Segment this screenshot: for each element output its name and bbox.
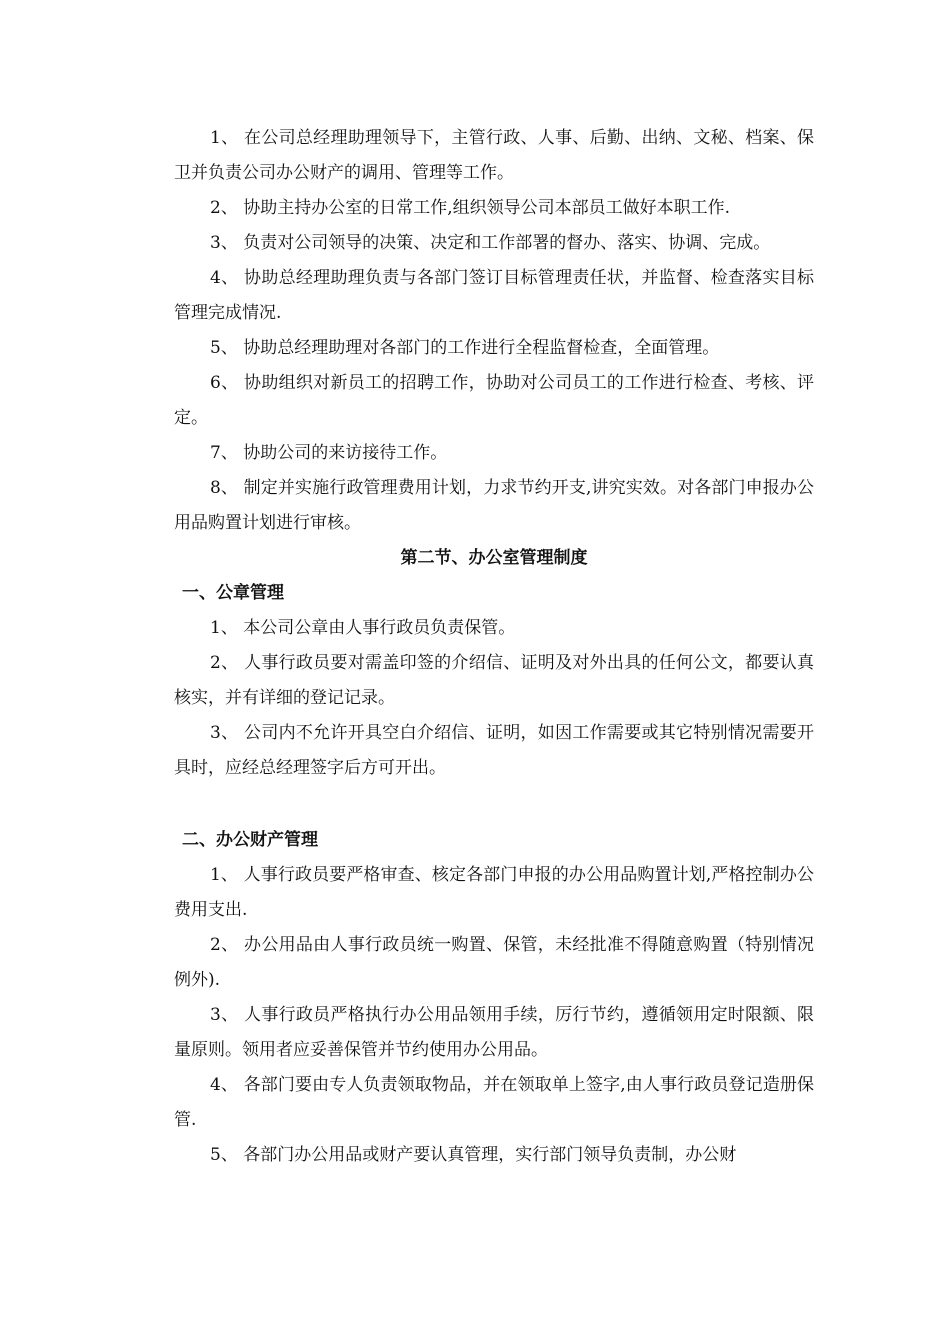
seal-item: 3、 公司内不允许开具空白介绍信、证明，如因工作需要或其它特别情况需要开具时，应经总经理签字后方可开出。 (174, 723, 814, 778)
property-item: 4、 各部门要由专人负责领取物品，并在领取单上签字,由人事行政员登记造册保管. (174, 1075, 814, 1130)
duty-item: 8、 制定并实施行政管理费用计划，力求节约开支,讲究实效。对各部门申报办公用品购置计划进行审核。 (174, 478, 814, 533)
property-item: 5、 各部门办公用品或财产要认真管理，实行部门领导负责制，办公财 (210, 1145, 737, 1165)
seal-item: 2、 人事行政员要对需盖印签的介绍信、证明及对外出具的任何公文，都要认真核实，并有详细的登记记录。 (174, 653, 814, 708)
seal-management-heading: 一、公章管理 (182, 583, 284, 603)
section-title: 第二节、办公室管理制度 (400, 548, 588, 568)
seal-item: 1、 本公司公章由人事行政员负责保管。 (210, 618, 516, 638)
duty-item: 7、 协助公司的来访接待工作。 (210, 443, 448, 463)
property-item: 1、 人事行政员要严格审查、核定各部门申报的办公用品购置计划,严格控制办公费用支出. (174, 865, 814, 920)
duty-item: 3、 负责对公司领导的决策、决定和工作部署的督办、落实、协调、完成。 (210, 233, 771, 253)
property-management-heading: 二、办公财产管理 (182, 830, 318, 850)
property-item: 3、 人事行政员严格执行办公用品领用手续，厉行节约，遵循领用定时限额、限量原则。领用者应妥善保管并节约使用办公用品。 (174, 1005, 814, 1060)
property-item: 2、 办公用品由人事行政员统一购置、保管，未经批准不得随意购置（特别情况例外). (174, 935, 814, 990)
duty-item: 4、 协助总经理助理负责与各部门签订目标管理责任状，并监督、检查落实目标管理完成情况. (174, 268, 814, 323)
document-body (174, 121, 814, 1173)
duty-item: 5、 协助总经理助理对各部门的工作进行全程监督检查，全面管理。 (210, 338, 720, 358)
duty-item: 2、 协助主持办公室的日常工作,组织领导公司本部员工做好本职工作. (210, 198, 731, 218)
blank-line (174, 786, 814, 823)
duty-item: 1、 在公司总经理助理领导下，主管行政、人事、后勤、出纳、文秘、档案、保卫并负责公司办公财产的调用、管理等工作。 (174, 128, 814, 183)
duty-item: 6、 协助组织对新员工的招聘工作，协助对公司员工的工作进行检查、考核、评定。 (174, 373, 814, 428)
